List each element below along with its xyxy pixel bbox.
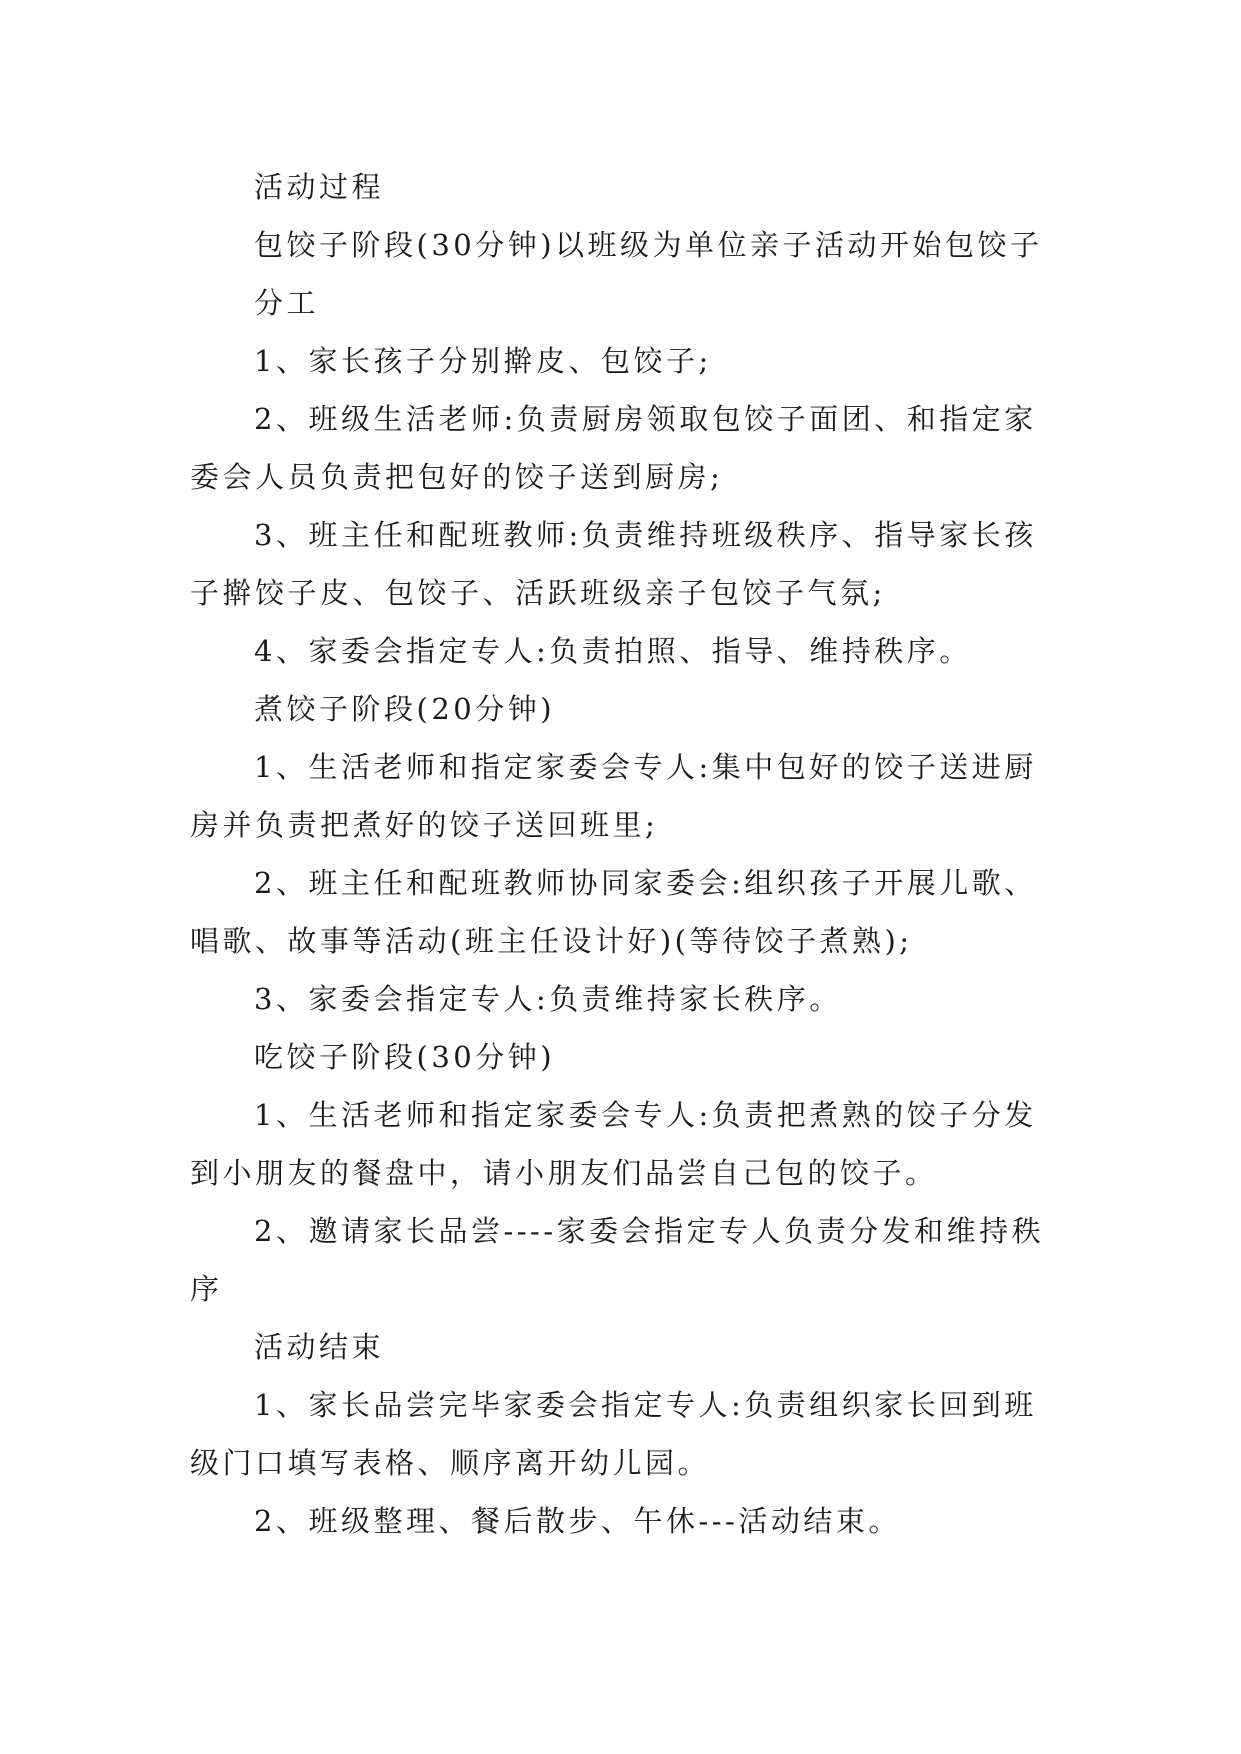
list-item: 3、班主任和配班教师:负责维持班级秩序、指导家长孩子擀饺子皮、包饺子、活跃班级亲子包饺子气氛; (190, 518, 1037, 610)
list-item: 1、生活老师和指定家委会专人:负责把煮熟的饺子分发到小朋友的餐盘中，请小朋友们品尝自己包的饺子。 (190, 1098, 1037, 1190)
paragraph-making-dumplings-stage: 包饺子阶段(30分钟)以班级为单位亲子活动开始包饺子 (254, 228, 1043, 262)
list-item: 2、班主任和配班教师协同家委会:组织孩子开展儿歌、唱歌、故事等活动(班主任设计好)(等待饺子煮熟); (190, 866, 1037, 958)
section-heading-activity-end: 活动结束 (254, 1330, 385, 1364)
paragraph-division-of-labor: 分工 (254, 286, 320, 320)
list-item: 1、家长品尝完毕家委会指定专人:负责组织家长回到班级门口填写表格、顺序离开幼儿园。 (190, 1388, 1037, 1480)
list-item: 1、生活老师和指定家委会专人:集中包好的饺子送进厨房并负责把煮好的饺子送回班里; (190, 750, 1037, 842)
list-item: 2、班级整理、餐后散步、午休---活动结束。 (254, 1504, 901, 1538)
section-heading-activity-process: 活动过程 (254, 170, 385, 204)
section-heading-eating-dumplings: 吃饺子阶段(30分钟) (254, 1040, 556, 1074)
list-item: 1、家长孩子分别擀皮、包饺子; (254, 344, 712, 378)
document-body (190, 158, 1050, 1550)
list-item: 2、邀请家长品尝----家委会指定专人负责分发和维持秩序 (190, 1214, 1045, 1306)
section-heading-boiling-dumplings: 煮饺子阶段(20分钟) (254, 692, 556, 726)
list-item: 2、班级生活老师:负责厨房领取包饺子面团、和指定家委会人员负责把包好的饺子送到厨房; (190, 402, 1037, 494)
list-item: 4、家委会指定专人:负责拍照、指导、维持秩序。 (254, 634, 972, 668)
list-item: 3、家委会指定专人:负责维持家长秩序。 (254, 982, 842, 1016)
